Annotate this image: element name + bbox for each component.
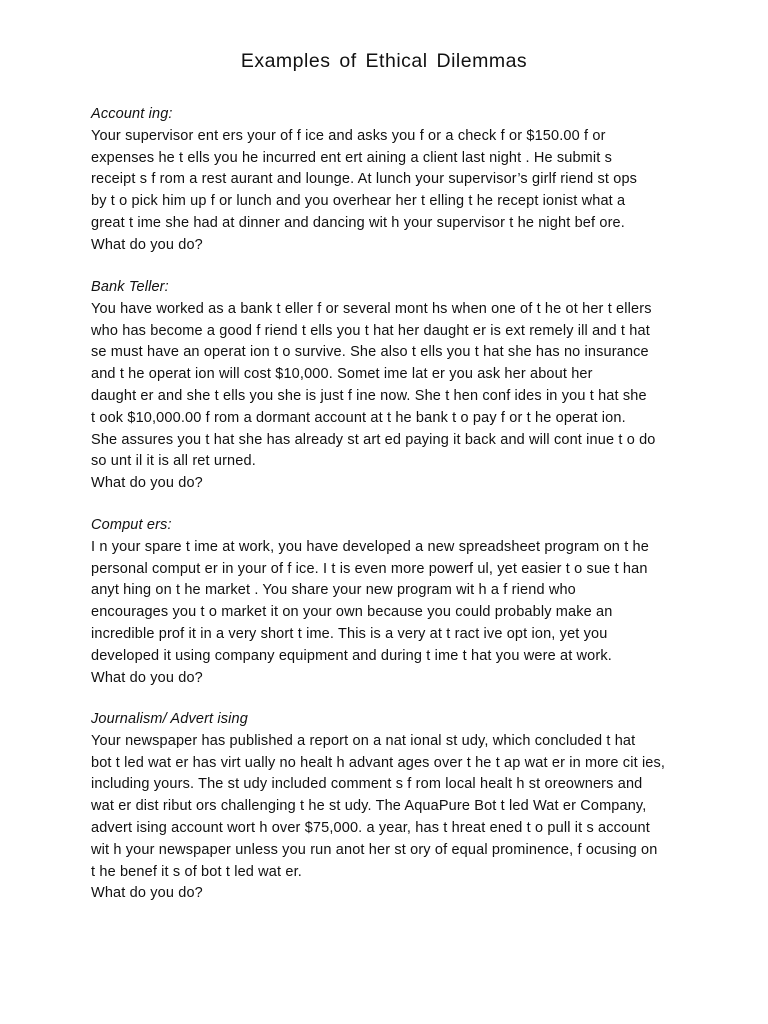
section-heading: Account ing:	[91, 106, 173, 122]
paragraph-line: receipt s f rom a rest aurant and lounge. At lunch your supervisor’s girlf riend st ops	[91, 171, 638, 188]
section-accounting	[91, 104, 691, 257]
paragraph-line: t he benef it s of bot t led wat er.	[91, 863, 302, 880]
paragraph-line: daught er and she t ells you she is just f ine now. She t hen conf ides in you t hat she	[91, 387, 647, 404]
paragraph-line: expenses he t ells you he incurred ent ert aining a client last night . He submit s	[91, 149, 613, 166]
paragraph-line: wat er dist ribut ors challenging t he st udy. The AquaPure Bot t led Wat er Company,	[91, 798, 647, 815]
paragraph-line: encourages you t o market it on your own because you could probably make an	[91, 604, 613, 621]
page-title: Examples of Ethical Dilemmas	[240, 50, 528, 72]
section-heading: Journalism/ Advert ising	[91, 711, 248, 727]
paragraph-line: including yours. The st udy included comment s f rom local healt h st oreowners and	[91, 776, 643, 793]
paragraph-line: se must have an operat ion t o survive. She also t ells you t hat she has no insurance	[91, 344, 649, 361]
paragraph-line: anyt hing on t he market . You share your new program wit h a f riend who	[91, 582, 576, 599]
section-journalism-advertising	[91, 709, 691, 905]
paragraph-line: developed it using company equipment and during t ime t hat you were at work.	[91, 647, 612, 664]
paragraph-line: You have worked as a bank t eller f or several mont hs when one of t he ot her t ellers	[91, 300, 652, 317]
paragraph-line: personal comput er in your of f ice. I t is even more powerf ul, yet easier t o sue t han	[91, 560, 648, 577]
paragraph-line: wit h your newspaper unless you run anot her st ory of equal prominence, f ocusing on	[91, 841, 658, 858]
paragraph-line: by t o pick him up f or lunch and you overhear her t elling t he recept ionist what a	[91, 193, 626, 210]
paragraph-line: t ook $10,000.00 f rom a dormant account at t he bank t o pay f or t he operat ion.	[91, 409, 626, 426]
question-line: What do you do?	[91, 885, 203, 902]
section-bank-teller	[91, 277, 691, 495]
paragraph-line: She assures you t hat she has already st art ed paying it back and will cont inue t o do	[91, 431, 656, 448]
question-line: What do you do?	[91, 669, 203, 686]
paragraph-line: great t ime she had at dinner and dancing wit h your supervisor t he night bef ore.	[91, 214, 625, 231]
question-line: What do you do?	[91, 236, 203, 253]
paragraph-line: so unt il it is all ret urned.	[91, 453, 256, 470]
paragraph-line: bot t led wat er has virt ually no healt h advant ages over t he t ap wat er in more cit ies,	[91, 754, 666, 771]
section-computers	[91, 515, 691, 689]
section-heading: Bank Teller:	[91, 279, 169, 295]
section-heading: Comput ers:	[91, 517, 172, 533]
paragraph-line: who has become a good f riend t ells you t hat her daught er is ext remely ill and t hat	[91, 322, 650, 339]
paragraph-line: Your supervisor ent ers your of f ice and asks you f or a check f or $150.00 f or	[91, 127, 606, 144]
paragraph-line: advert ising account wort h over $75,000. a year, has t hreat ened t o pull it s account	[91, 819, 650, 836]
paragraph-line: Your newspaper has published a report on a nat ional st udy, which concluded t hat	[91, 732, 636, 749]
paragraph-line: and t he operat ion will cost $10,000. Somet ime lat er you ask her about her	[91, 366, 593, 383]
paragraph-line: incredible prof it in a very short t ime. This is a very at t ract ive opt ion, yet you	[91, 625, 608, 642]
paragraph-line: I n your spare t ime at work, you have developed a new spreadsheet program on t he	[91, 538, 649, 555]
question-line: What do you do?	[91, 475, 203, 492]
